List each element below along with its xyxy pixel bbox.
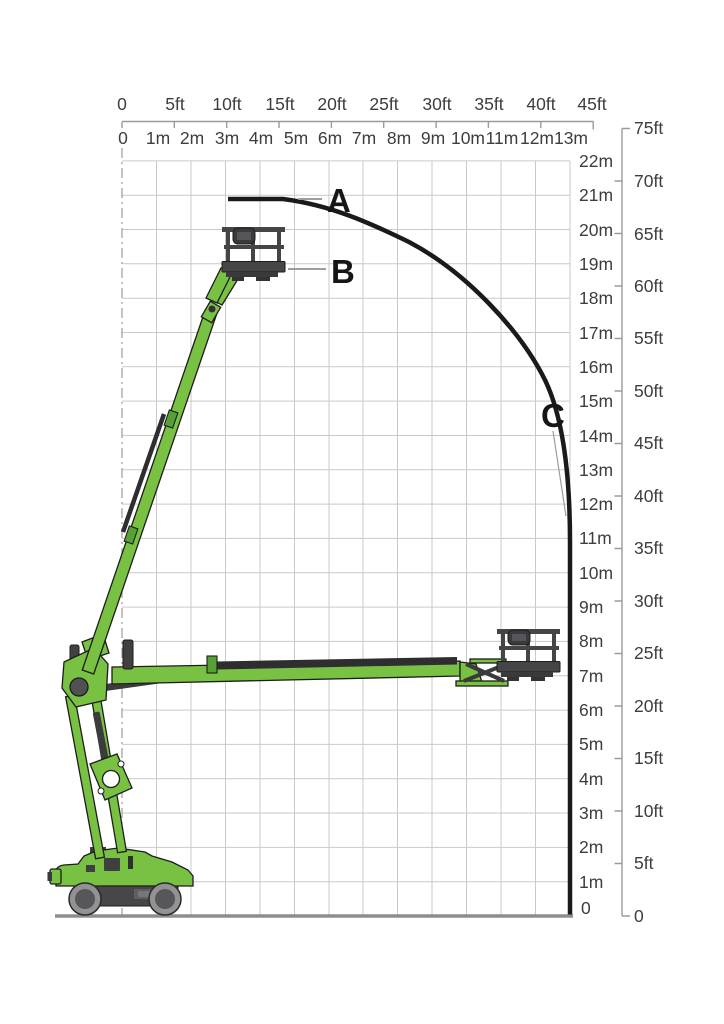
top-meters-tick: 2m — [179, 128, 205, 148]
top-meters-tick: 6m — [317, 128, 343, 148]
top-feet-tick: 30ft — [422, 94, 452, 114]
right-meters-tick: 0 — [581, 898, 591, 918]
top-feet-tick: 10ft — [212, 94, 242, 114]
right-feet-tick: 70ft — [634, 171, 664, 191]
right-feet-tick: 0 — [634, 906, 644, 926]
right-meters-tick: 11m — [579, 528, 612, 548]
top-feet-tick: 40ft — [526, 94, 556, 114]
marker-a-label: A — [327, 182, 351, 219]
right-meters-tick: 9m — [579, 597, 604, 617]
top-meters-tick: 4m — [248, 128, 274, 148]
top-feet-tick: 45ft — [577, 94, 607, 114]
top-meters-tick: 13m — [553, 128, 589, 148]
right-meters-tick: 1m — [579, 872, 604, 892]
right-meters-tick: 8m — [579, 631, 604, 651]
top-meters-tick: 5m — [283, 128, 309, 148]
right-feet-tick: 55ft — [634, 328, 664, 348]
top-meters-tick: 1m — [145, 128, 171, 148]
top-meters-tick: 8m — [386, 128, 412, 148]
top-meters-tick: 11m — [485, 128, 519, 148]
right-meters-tick: 7m — [579, 666, 604, 686]
raised-boom — [82, 275, 238, 674]
right-feet-tick: 35ft — [634, 538, 664, 558]
right-feet-tick: 45ft — [634, 433, 664, 453]
right-meters-tick: 19m — [579, 254, 614, 274]
right-meters-tick: 3m — [579, 803, 604, 823]
right-meters-tick: 17m — [579, 323, 614, 343]
right-meters-tick: 5m — [579, 734, 604, 754]
marker-b-label: B — [331, 253, 355, 290]
right-feet-tick: 25ft — [634, 643, 664, 663]
right-meters-tick: 12m — [579, 494, 614, 514]
top-meters-tick: 7m — [351, 128, 377, 148]
top-meters-tick: 10m — [450, 128, 486, 148]
right-feet-tick: 60ft — [634, 276, 664, 296]
elbow-pivot — [70, 678, 88, 696]
marker-c-label: C — [541, 397, 565, 434]
right-feet-tick: 20ft — [634, 696, 664, 716]
top-meters-tick: 12m — [519, 128, 555, 148]
right-meters-tick: 14m — [579, 426, 614, 446]
right-meters-tick: 16m — [579, 357, 614, 377]
chassis-panel — [104, 858, 120, 871]
platform-raised — [206, 227, 285, 303]
right-feet-tick: 30ft — [634, 591, 664, 611]
right-meters-tick: 20m — [579, 220, 614, 240]
wheel-hub — [75, 889, 95, 909]
boom-collar — [207, 656, 217, 673]
right-meters-tick: 15m — [579, 391, 614, 411]
boom-lift-machine — [48, 227, 561, 915]
chassis-body — [56, 848, 193, 886]
platform-floor — [497, 662, 560, 673]
top-feet-tick: 0 — [117, 94, 127, 114]
right-meters-tick: 21m — [579, 185, 614, 205]
right-ruler — [615, 118, 664, 926]
elbow-plate — [62, 648, 108, 707]
top-feet-tick: 20ft — [317, 94, 347, 114]
right-meters-tick: 13m — [579, 460, 614, 480]
right-meter-labels — [579, 151, 613, 918]
top-meters-tick: 0 — [118, 128, 128, 148]
horizontal-boom — [87, 656, 508, 694]
right-feet-tick: 75ft — [634, 118, 664, 138]
right-meters-tick: 2m — [579, 837, 604, 857]
top-feet-tick: 35ft — [474, 94, 504, 114]
right-meters-tick: 6m — [579, 700, 604, 720]
right-feet-tick: 5ft — [634, 853, 654, 873]
top-meters-tick: 9m — [420, 128, 446, 148]
right-feet-tick: 50ft — [634, 381, 664, 401]
platform-outreach — [497, 629, 560, 681]
top-ruler — [117, 94, 607, 148]
right-feet-tick: 40ft — [634, 486, 664, 506]
right-feet-tick: 65ft — [634, 224, 664, 244]
top-feet-tick: 5ft — [165, 94, 185, 114]
right-meters-tick: 10m — [579, 563, 614, 583]
right-feet-tick: 15ft — [634, 748, 664, 768]
envelope-curve — [228, 199, 570, 915]
top-feet-tick: 25ft — [369, 94, 399, 114]
top-meters-tick: 3m — [214, 128, 240, 148]
right-meters-tick: 4m — [579, 769, 604, 789]
top-feet-tick: 15ft — [265, 94, 295, 114]
right-meters-tick: 22m — [579, 151, 614, 171]
platform-floor — [222, 262, 285, 273]
telescopic-boom-raised — [82, 310, 216, 674]
chassis — [48, 847, 194, 915]
wheel-hub — [155, 889, 175, 909]
right-feet-tick: 10ft — [634, 801, 664, 821]
right-meters-tick: 18m — [579, 288, 614, 308]
